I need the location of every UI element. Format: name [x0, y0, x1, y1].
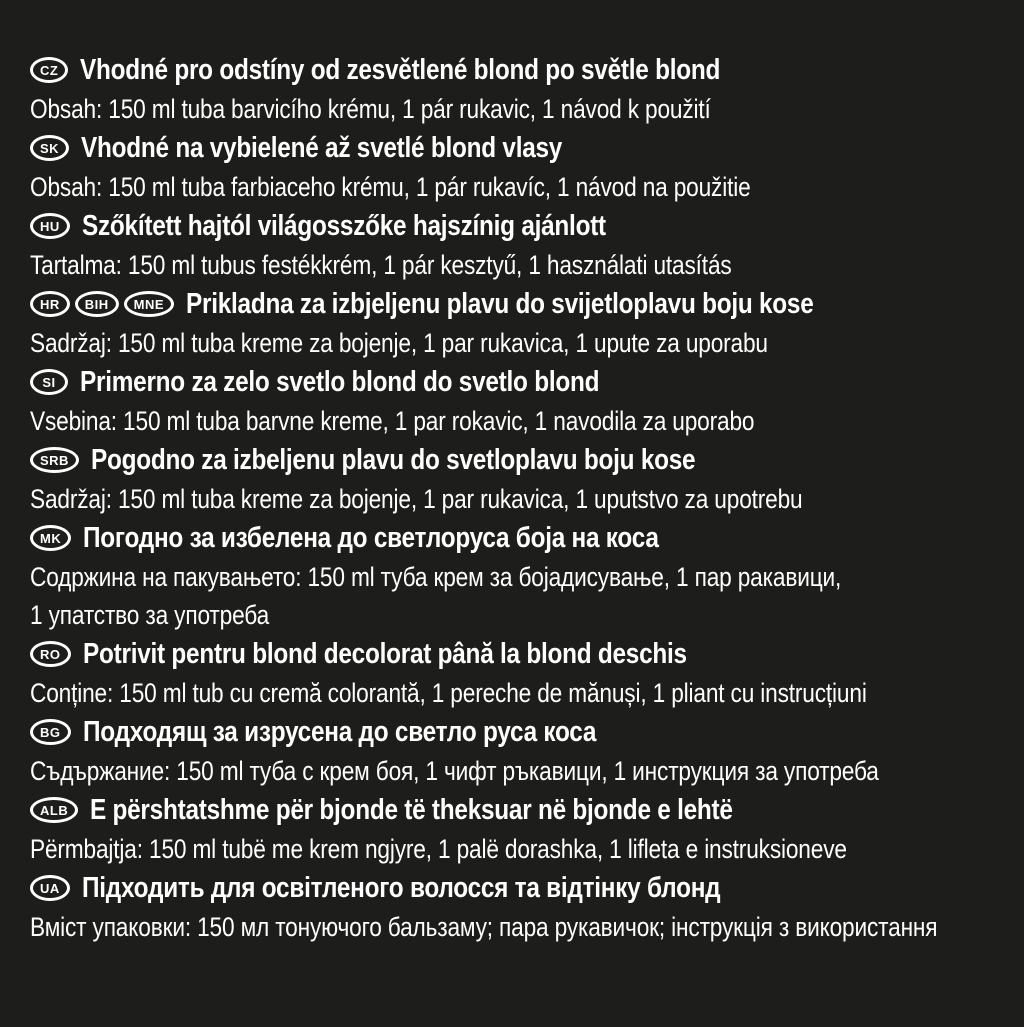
heading-cz: Vhodné pro odstíny od zesvětlené blond po světle blond [80, 53, 721, 86]
heading-row-si [30, 362, 1004, 402]
badge-srb: SRB [30, 447, 79, 473]
body-alb: Përmbajtja: 150 ml tubë me krem ngjyre, 1 palë dorashka, 1 lifleta e instruksioneve [30, 834, 847, 864]
body-srb: Sadržaj: 150 ml tuba kreme za bojenje, 1 par rukavica, 1 uputstvo za upotrebu [30, 484, 803, 514]
badge-group-sk [30, 135, 69, 161]
badge-mk: MK [30, 525, 71, 551]
body-bg: Съдържание: 150 ml туба с крем боя, 1 чифт ръкавици, 1 инструкция за употреба [30, 756, 879, 786]
heading-row-ua [30, 868, 1004, 908]
body-hr-bih-mne: Sadržaj: 150 ml tuba kreme za bojenje, 1 par rukavica, 1 upute za uporabu [30, 328, 768, 358]
heading-bg: Подходящ за изрусена до светло руса коса [82, 715, 596, 748]
badge-bih: BIH [75, 291, 119, 317]
body-hu: Tartalma: 150 ml tubus festékkrém, 1 pár kesztyű, 1 használati utasítás [30, 250, 732, 280]
body-cz: Obsah: 150 ml tuba barvicího krému, 1 pár rukavic, 1 návod k použití [30, 94, 711, 124]
section-ua [30, 868, 1004, 946]
badge-hu: HU [30, 213, 70, 239]
badge-group-ro [30, 641, 71, 667]
heading-ua: Підходить для освітленого волосся та відтінку блонд [81, 871, 721, 904]
badge-group-hu [30, 213, 70, 239]
section-ro [30, 634, 1004, 712]
heading-row-sk [30, 128, 1004, 168]
badge-sk: SK [30, 135, 69, 161]
heading-mk: Погодно за избелена до светлоруса боја на коса [83, 521, 659, 554]
badge-group-mk [30, 525, 71, 551]
heading-row-cz [30, 50, 1004, 90]
body-sk: Obsah: 150 ml tuba farbiaceho krému, 1 pár rukavíc, 1 návod na použitie [30, 172, 751, 202]
badge-group-hr-bih-mne [30, 291, 174, 317]
heading-row-ro [30, 634, 1004, 674]
badge-mne: MNE [124, 291, 174, 317]
heading-row-hr-bih-mne [30, 284, 1004, 324]
badge-group-ua [30, 875, 70, 901]
badge-ro: RO [30, 641, 71, 667]
badge-group-srb [30, 447, 79, 473]
badge-hr: HR [30, 291, 70, 317]
badge-group-bg [30, 719, 71, 745]
heading-si: Primerno za zelo svetlo blond do svetlo blond [80, 365, 600, 398]
badge-alb: ALB [30, 797, 78, 823]
body-ro: Conține: 150 ml tub cu cremă colorantă, 1 pereche de mănuși, 1 pliant cu instrucțiuni [30, 678, 867, 708]
badge-group-alb [30, 797, 78, 823]
heading-row-hu [30, 206, 1004, 246]
section-hr-bih-mne [30, 284, 1004, 362]
body-si: Vsebina: 150 ml tuba barvne kreme, 1 par rokavic, 1 navodila za uporabo [30, 406, 755, 436]
heading-hr-bih-mne: Prikladna za izbjeljenu plavu do svijetloplavu boju kose [186, 287, 814, 320]
body-mk-line-1: Содржина на пакувањето: 150 ml туба крем за бојадисување, 1 пар ракавици, [30, 562, 842, 592]
section-cz [30, 50, 1004, 128]
heading-row-alb [30, 790, 1004, 830]
section-si [30, 362, 1004, 440]
section-alb [30, 790, 1004, 868]
badge-bg: BG [30, 719, 71, 745]
section-hu [30, 206, 1004, 284]
heading-row-srb [30, 440, 1004, 480]
badge-ua: UA [30, 875, 70, 901]
badge-cz: CZ [30, 57, 68, 83]
heading-srb: Pogodno za izbeljenu plavu do svetloplavu boju kose [90, 443, 696, 476]
heading-ro: Potrivit pentru blond decolorat până la blond deschis [82, 637, 687, 670]
badge-group-si [30, 369, 68, 395]
section-sk [30, 128, 1004, 206]
heading-alb: E përshtatshme për bjonde të theksuar në bjonde e lehtë [90, 793, 733, 826]
body-ua: Вміст упаковки: 150 мл тонуючого бальзаму; пара рукавичок; інструкція з використання [30, 912, 938, 942]
heading-hu: Szőkített hajtól világosszőke hajszínig ajánlott [81, 209, 606, 242]
body-mk-line-2: 1 упатство за употреба [30, 600, 270, 630]
section-srb [30, 440, 1004, 518]
heading-sk: Vhodné na vybielené až svetlé blond vlasy [81, 131, 563, 164]
badge-si: SI [30, 369, 68, 395]
section-bg [30, 712, 1004, 790]
badge-group-cz [30, 57, 68, 83]
heading-row-mk [30, 518, 1004, 558]
heading-row-bg [30, 712, 1004, 752]
section-mk [30, 518, 1004, 634]
